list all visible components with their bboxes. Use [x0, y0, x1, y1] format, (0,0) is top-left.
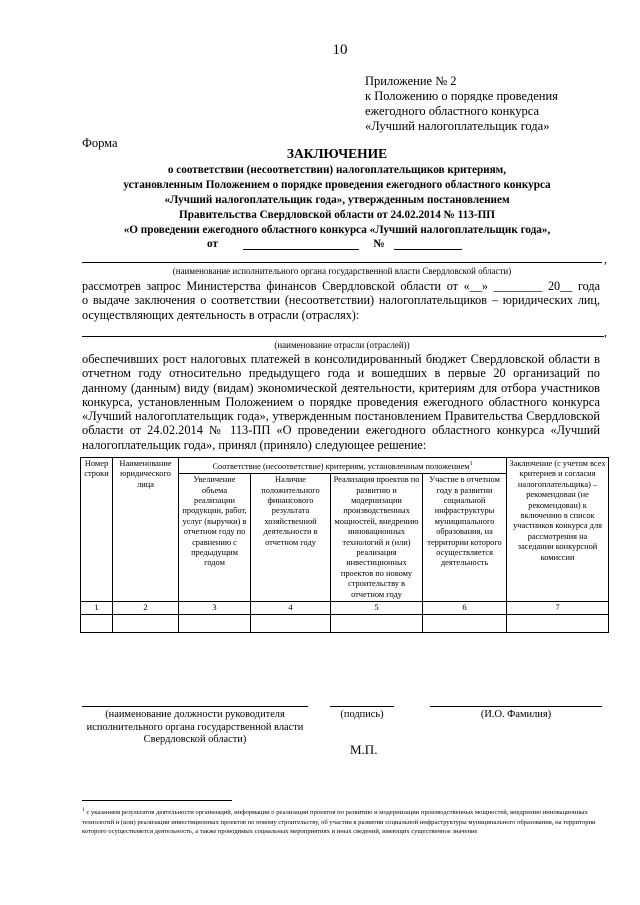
group-header-cell — [179, 458, 507, 474]
footnote-mark: 1 — [82, 807, 85, 813]
footnote-separator — [82, 800, 232, 801]
table-header-row — [81, 458, 609, 474]
subtitle-line: «Лучший налогоплательщик года», утвержденным постановлением — [164, 194, 510, 206]
table-cell[interactable] — [81, 615, 113, 633]
document-subtitle — [82, 163, 592, 238]
subtitle-line: установленным Положением о порядке проведения ежегодного областного конкурса — [123, 179, 551, 191]
table-cell[interactable] — [179, 615, 251, 633]
column-number: 1 — [81, 602, 113, 615]
subheader-cell: Участие в отчетном году в развитии социальной инфраструктуры муниципального образования, на территории которого осуществляется деятельность — [423, 474, 507, 602]
subtitle-line: «О проведении ежегодного областного конкурса «Лучший налогоплательщик года», — [123, 224, 551, 236]
position-caption: (наименование должности руководителя исполнительного органа государственной власти Свердловской области) — [86, 709, 304, 745]
subheader-cell: Увеличение объема реализации продукции, работ, услуг (выручки) в отчетном году по сравнению с предыдущим годом — [179, 474, 251, 602]
document-title: ЗАКЛЮЧЕНИЕ — [286, 146, 388, 161]
date-number-row — [207, 238, 462, 250]
table-cell[interactable] — [113, 615, 179, 633]
comma: , — [604, 325, 607, 339]
industry-line[interactable] — [82, 336, 604, 337]
group-header-text: Соответствие (несоответствие) критериям, установленным положением — [212, 461, 470, 471]
header-cell: Заключение (с учетом всех критериев и согласия налогоплательщика) – рекомендован (не рекомендован) к включению в список участников конкурса для рассмотрения на заседании конкурсной комиссии — [507, 458, 609, 602]
column-number: 3 — [179, 602, 251, 615]
column-number: 2 — [113, 602, 179, 615]
main-paragraph: обеспечивших рост налоговых платежей в консолидированный бюджет Свердловской области в отчетном году относительно предыдущего года и вошедших в первые 20 организаций по данному (данным) виду (видам) экономической деятельности, критериям для отбора участников конкурса, установленным Положением о порядке проведения ежегодного областного конкурса «Лучший налогоплательщик года», утвержденным постановлением Правительства Свердловской области от 24.02.2014 № 113-ПП «О проведении ежегодного областного конкурса «Лучший налогоплательщик года», принял (приняло) следующее решение: — [82, 352, 600, 452]
request-paragraph — [82, 279, 600, 322]
table-cell[interactable] — [251, 615, 331, 633]
name-line[interactable] — [430, 706, 602, 707]
table-cell[interactable] — [507, 615, 609, 633]
column-number: 6 — [423, 602, 507, 615]
table-cell[interactable] — [423, 615, 507, 633]
criteria-table — [80, 457, 609, 633]
page-number: 10 — [332, 42, 348, 58]
paragraph-line: рассмотрев запрос Министерства финансов Свердловской области от «__» ________ 20__ года — [82, 279, 600, 293]
table-row — [81, 615, 609, 633]
footnote — [82, 806, 602, 837]
column-number-row — [81, 602, 609, 615]
name-caption: (И.О. Фамилия) — [480, 709, 552, 720]
appendix-line: Приложение № 2 — [365, 74, 457, 88]
paragraph-line: о выдаче заключения о соответствии (несоответствии) налогоплательщиков – юридических лиц, — [82, 293, 600, 308]
number-prefix: № — [373, 238, 385, 250]
header-cell: Наименование юридического лица — [113, 458, 179, 602]
subtitle-line: Правительства Свердловской области от 24.02.2014 № 113-ПП — [179, 209, 495, 221]
paragraph-line: осуществляющих деятельность в отрасли (отраслях): — [82, 307, 360, 322]
authority-line[interactable] — [82, 262, 602, 263]
subheader-cell: Реализация проектов по развитию и модернизации производственных мощностей, внедрению инновационных технологий и (или) реализация инвестиционных проектов по новому строительству в отчетном году — [331, 474, 423, 602]
appendix-block — [365, 74, 558, 134]
industry-caption: (наименование отрасли (отраслей)) — [274, 340, 410, 350]
appendix-line: «Лучший налогоплательщик года» — [365, 119, 550, 133]
column-number: 7 — [507, 602, 609, 615]
signature-caption: (подпись) — [340, 709, 384, 720]
form-label: Форма — [82, 136, 118, 150]
date-field[interactable] — [243, 238, 359, 250]
comma: , — [604, 252, 607, 266]
signature-line[interactable] — [330, 706, 394, 707]
header-cell: Номер строки — [81, 458, 113, 602]
authority-caption: (наименование исполнительного органа государственной власти Свердловской области) — [172, 266, 512, 276]
footnote-ref: 1 — [469, 461, 473, 467]
stamp-label: М.П. — [350, 742, 378, 757]
column-number: 4 — [251, 602, 331, 615]
number-field[interactable] — [394, 238, 462, 250]
appendix-line: ежегодного областного конкурса — [365, 104, 540, 118]
appendix-line: к Положению о порядке проведения — [365, 89, 558, 103]
subheader-cell: Наличие положительного финансового результата хозяйственной деятельности в отчетном году — [251, 474, 331, 602]
subtitle-line: о соответствии (несоответствии) налогоплательщиков критериям, — [167, 164, 507, 176]
column-number: 5 — [331, 602, 423, 615]
footnote-text: с указанием результатов деятельности организаций, информации о реализации проектов по развитию и модернизации производственных мощностей, внедрению инновационных технологий и (или) реализации инвестиционных проектов по новому строительству, об участии в развитии социальной инфраструктуры муниципального образования, на территории которого осуществляется деятельность, а также проводимых социальных мероприятиях и иных сведений, имеющих существенное значение — [82, 809, 596, 836]
position-line[interactable] — [82, 706, 308, 707]
date-prefix: от — [207, 238, 218, 250]
table-cell[interactable] — [331, 615, 423, 633]
